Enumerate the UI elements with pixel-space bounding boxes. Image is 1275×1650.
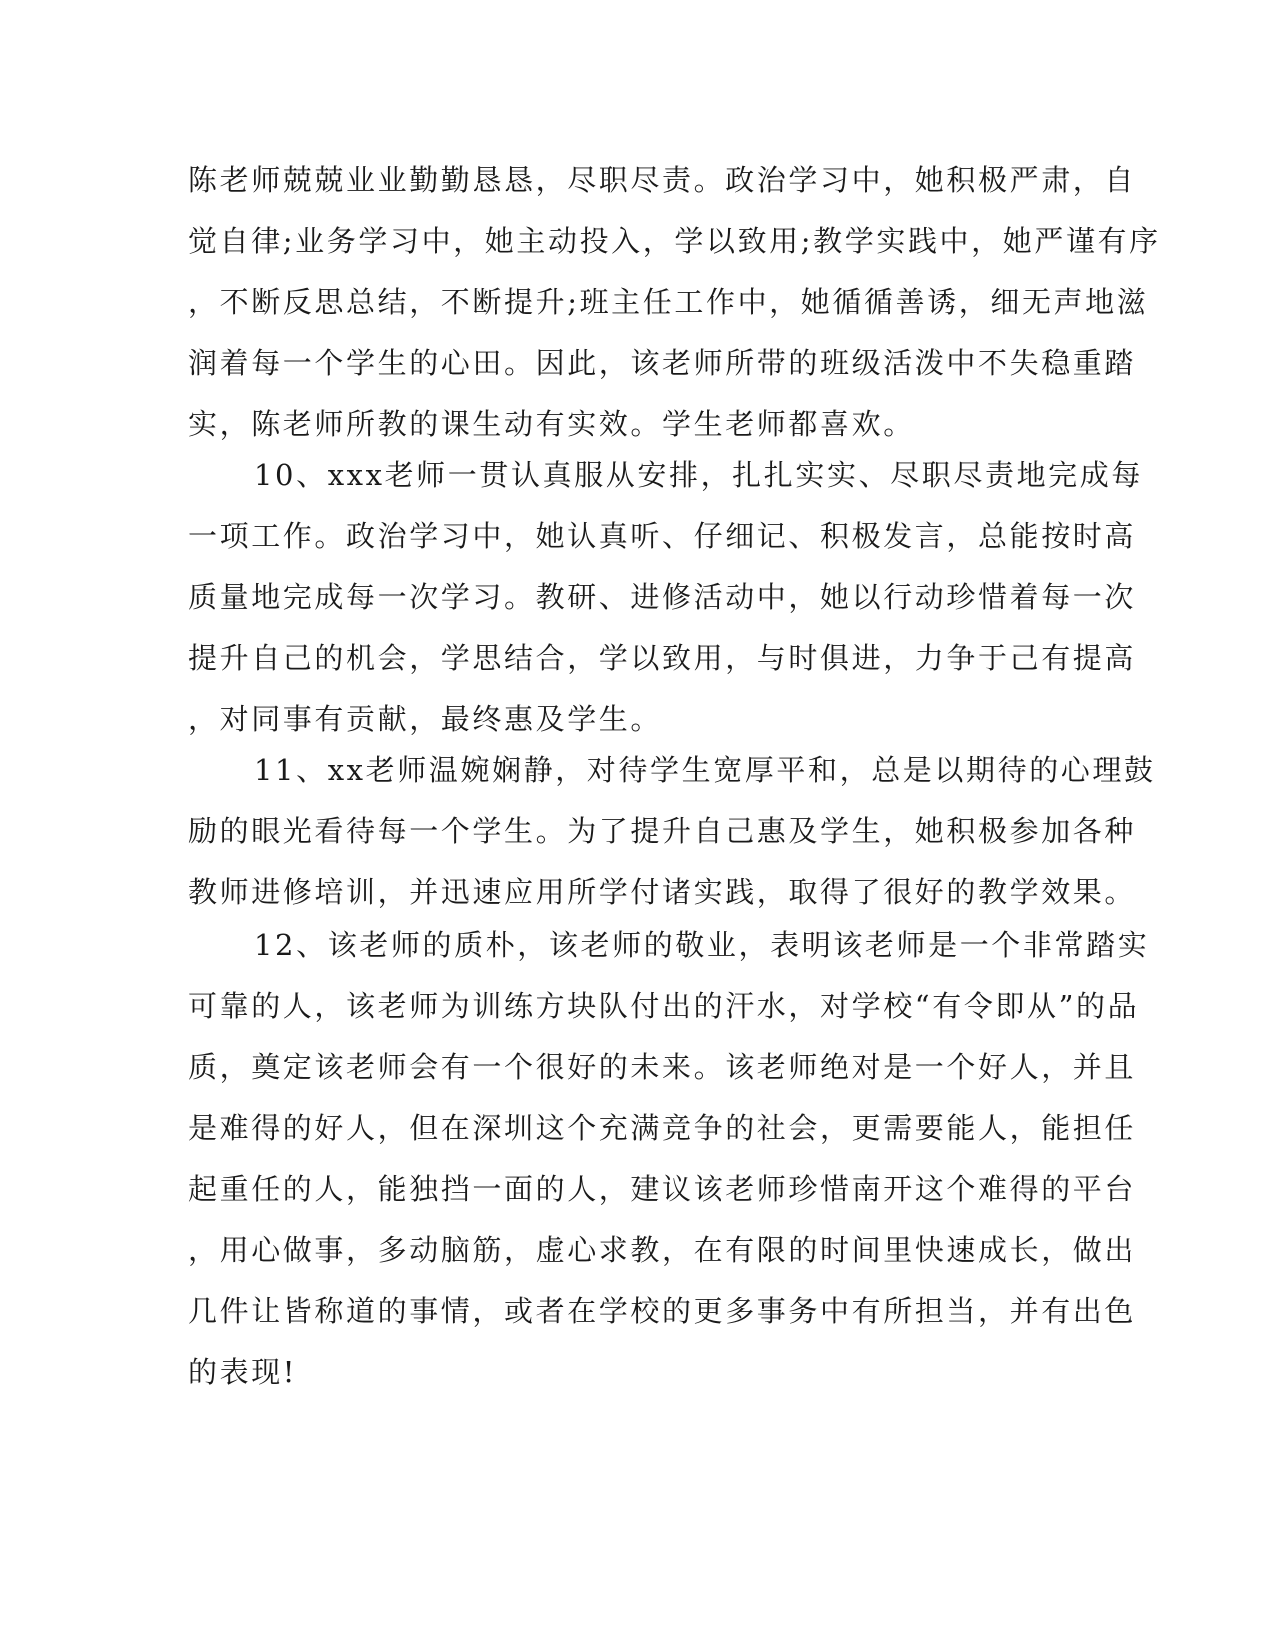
paragraph-line: 是难得的好人，但在深圳这个充满竞争的社会，更需要能人，能担任 [188, 1111, 1137, 1145]
paragraph-line: 提升自己的机会，学思结合，学以致用，与时俱进，力争于己有提高 [188, 641, 1137, 675]
paragraph-line: ，不断反思总结，不断提升;班主任工作中，她循循善诱，细无声地滋 [188, 285, 1149, 319]
paragraph-line: 12、该老师的质朴，该老师的敬业，表明该老师是一个非常踏实 [254, 928, 1150, 962]
paragraph-line: 的表现! [188, 1355, 298, 1389]
paragraph-line: 觉自律;业务学习中，她主动投入，学以致用;教学实践中，她严谨有序 [188, 224, 1161, 258]
paragraph-line: 质，奠定该老师会有一个很好的未来。该老师绝对是一个好人，并且 [188, 1050, 1137, 1084]
paragraph-line: 质量地完成每一次学习。教研、进修活动中，她以行动珍惜着每一次 [188, 580, 1137, 614]
paragraph-line: 可靠的人，该老师为训练方块队付出的汗水，对学校“有令即从”的品 [188, 989, 1140, 1023]
paragraph-item-12 [188, 915, 1150, 1403]
paragraph-chen-teacher [188, 150, 1161, 455]
paragraph-line: 陈老师兢兢业业勤勤恳恳，尽职尽责。政治学习中，她积极严肃，自 [188, 163, 1137, 197]
paragraph-line: 10、xxx老师一贯认真服从安排，扎扎实实、尽职尽责地完成每 [254, 458, 1143, 492]
paragraph-item-11 [188, 740, 1156, 923]
paragraph-item-10 [188, 445, 1143, 750]
paragraph-line: 润着每一个学生的心田。因此，该老师所带的班级活泼中不失稳重踏 [188, 346, 1137, 380]
paragraph-line: 几件让皆称道的事情，或者在学校的更多事务中有所担当，并有出色 [188, 1294, 1137, 1328]
paragraph-line: 起重任的人，能独挡一面的人，建议该老师珍惜南开这个难得的平台 [188, 1172, 1137, 1206]
paragraph-line: ，对同事有贡献，最终惠及学生。 [188, 702, 663, 736]
paragraph-line: 教师进修培训，并迅速应用所学付诸实践，取得了很好的教学效果。 [188, 875, 1137, 909]
paragraph-line: 11、xx老师温婉娴静，对待学生宽厚平和，总是以期待的心理鼓 [254, 753, 1156, 787]
paragraph-line: 一项工作。政治学习中，她认真听、仔细记、积极发言，总能按时高 [188, 519, 1137, 553]
paragraph-line: ，用心做事，多动脑筋，虚心求教，在有限的时间里快速成长，做出 [188, 1233, 1137, 1267]
paragraph-line: 实，陈老师所教的课生动有实效。学生老师都喜欢。 [188, 407, 915, 441]
paragraph-line: 励的眼光看待每一个学生。为了提升自己惠及学生，她积极参加各种 [188, 814, 1137, 848]
